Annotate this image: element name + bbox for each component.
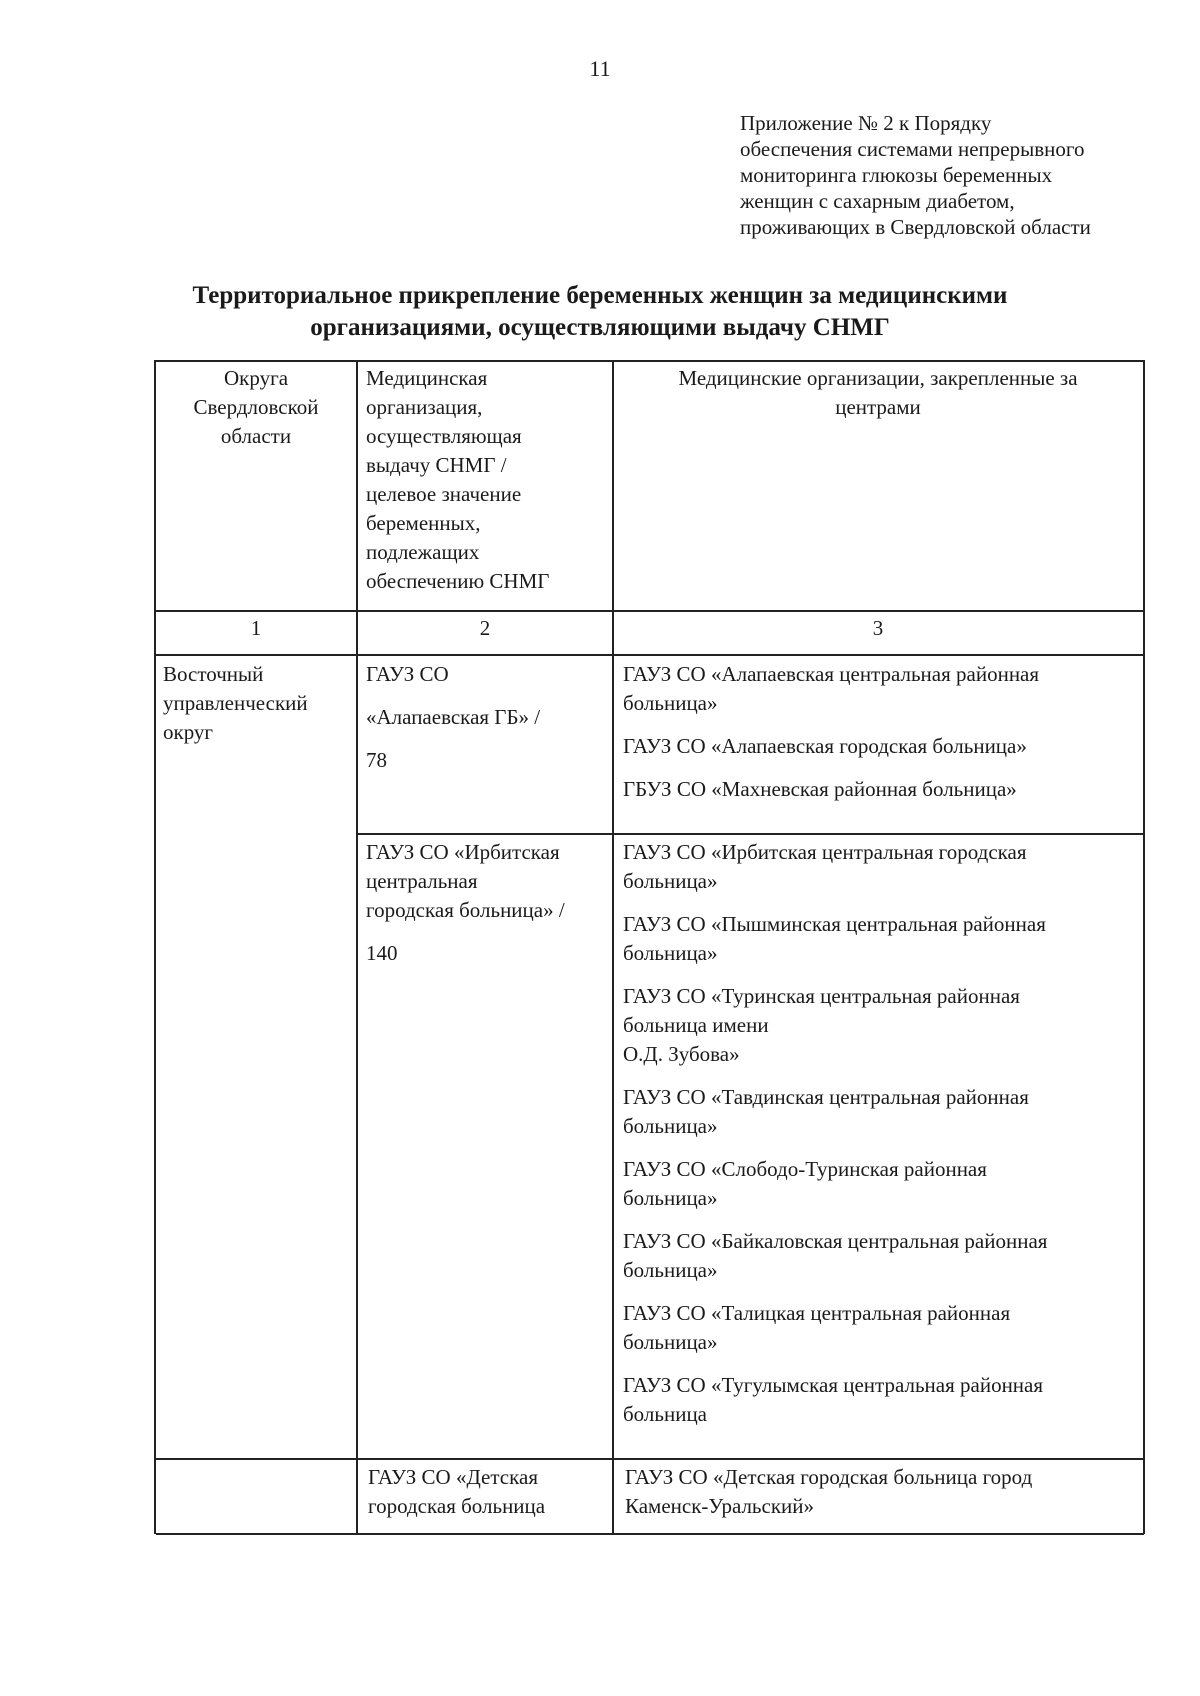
list-item: ГАУЗ СО «Тугулымская центральная районная больница [623, 1373, 1044, 1426]
appendix-line: женщин с сахарным диабетом, [740, 189, 1015, 213]
table-border-left [154, 360, 156, 1534]
table-border-numbers-bottom [154, 654, 1144, 656]
list-item: ГАУЗ СО «Алапаевская центральная районная больница» [623, 662, 1040, 715]
list-item: ГАУЗ СО «Байкаловская центральная районная больница» [623, 1229, 1048, 1282]
list-item: ГБУЗ СО «Махневская районная больница» [623, 777, 1017, 801]
table-border-bottom [156, 1533, 1144, 1535]
list-item: ГАУЗ СО «Талицкая центральная районная больница» [623, 1301, 1011, 1354]
list-item: ГАУЗ СО «Тавдинская центральная районная больница» [623, 1085, 1029, 1138]
target-value: 140 [366, 941, 398, 965]
page-number: 11 [589, 56, 611, 81]
header-issuing-organization: Медицинская организация, осуществляющая выдачу СНМГ / целевое значение беременных, подлежащих обеспечению СНМГ [366, 366, 550, 593]
table-border-header-bottom [154, 610, 1144, 612]
appendix-line: мониторинга глюкозы беременных [740, 163, 1053, 187]
appendix-line: обеспечения системами непрерывного [740, 137, 1085, 161]
list-item: ГАУЗ СО «Алапаевская городская больница» [623, 734, 1027, 758]
column-number-3: 3 [872, 616, 884, 640]
column-number-2: 2 [479, 616, 491, 640]
table-border-col1-right [356, 360, 358, 1534]
appendix-line: проживающих в Свердловской области [740, 215, 1091, 239]
center-cell: ГАУЗ СО «Ирбитская центральная городская больница» / 140 [366, 838, 610, 968]
appendix-line: Приложение № 2 к Порядку [740, 111, 992, 135]
organizations-cell [623, 838, 1141, 1429]
center-cell: ГАУЗ СО «Алапаевская ГБ» / 78 [366, 660, 610, 775]
list-item: ГАУЗ СО «Слободо-Туринская районная больница» [623, 1157, 987, 1210]
list-item: ГАУЗ СО «Туринская центральная районная больница имени О.Д. Зубова» [623, 984, 1020, 1066]
organizations-cell [625, 1463, 1141, 1521]
title-line: Территориальное прикрепление беременных женщин за медицинскими [192, 282, 1008, 309]
table-border-right [1143, 360, 1145, 1534]
table-border-row2-bottom [156, 1458, 1144, 1460]
table-border-row1-bottom [356, 833, 1144, 835]
header-assigned-organizations: Медицинские организации, закрепленные за центрами [678, 366, 1078, 419]
title-line: организациями, осуществляющими выдачу СНМГ [310, 314, 890, 341]
column-number-1: 1 [250, 616, 262, 640]
header-districts: Округа Свердловской области [193, 366, 319, 448]
target-value: 78 [366, 748, 387, 772]
list-item: ГАУЗ СО «Ирбитская центральная городская больница» [623, 840, 1027, 893]
list-item: ГАУЗ СО «Пышминская центральная районная больница» [623, 912, 1046, 965]
document-title [0, 280, 1200, 344]
center-cell: ГАУЗ СО «Детская городская больница [368, 1465, 546, 1518]
appendix-reference [740, 110, 1180, 240]
district-cell: Восточный управленческий округ [163, 662, 308, 744]
table-border-col2-right [612, 360, 614, 1534]
table-border-top [154, 360, 1144, 362]
organizations-cell [623, 660, 1141, 804]
list-item: ГАУЗ СО «Детская городская больница город Каменск-Уральский» [625, 1465, 1033, 1518]
